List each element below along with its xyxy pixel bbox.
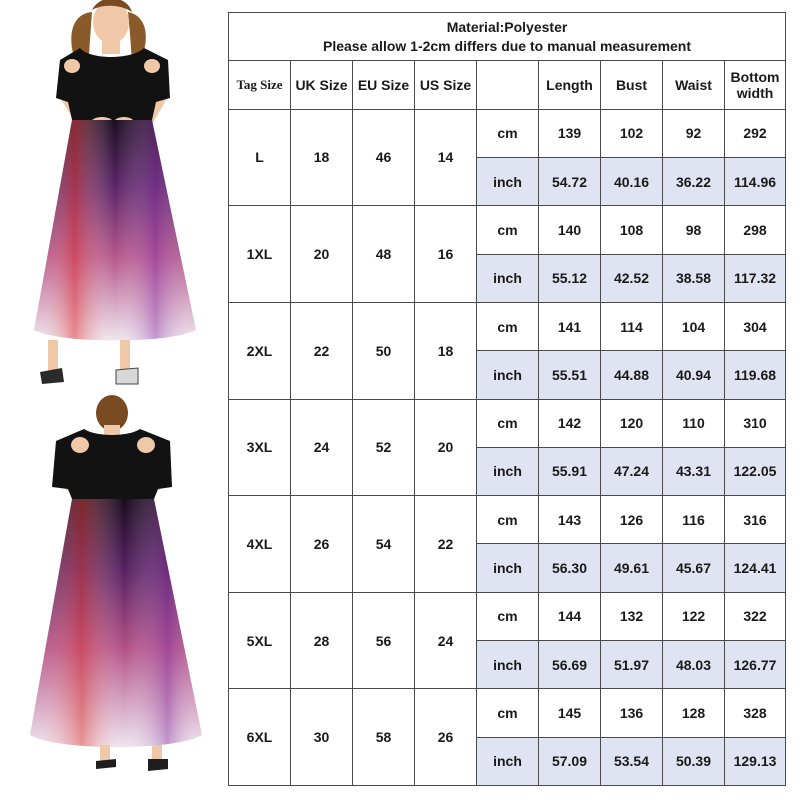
- length-cell: 55.12: [539, 254, 601, 302]
- waist-cell: 122: [663, 592, 725, 640]
- eu-size-cell: 48: [353, 206, 415, 303]
- bottom-width-label-1: Bottom: [730, 68, 780, 85]
- us-size-cell: 16: [415, 206, 477, 303]
- waist-cell: 50.39: [663, 737, 725, 785]
- table-row-cm: [229, 109, 786, 157]
- uk-size-cell: 30: [291, 689, 353, 786]
- col-header-bottom-width: [725, 61, 786, 109]
- bust-cell: 102: [601, 109, 663, 157]
- tag-size-cell: 6XL: [229, 689, 291, 786]
- us-size-cell: 24: [415, 592, 477, 689]
- waist-cell: 48.03: [663, 641, 725, 689]
- us-size-cell: 20: [415, 399, 477, 496]
- bottom-width-cell: 126.77: [725, 641, 786, 689]
- bottom-width-cell: 322: [725, 592, 786, 640]
- length-cell: 144: [539, 592, 601, 640]
- unit-cell: cm: [477, 302, 539, 350]
- unit-cell: inch: [477, 544, 539, 592]
- bottom-width-cell: 328: [725, 689, 786, 737]
- bottom-width-cell: 119.68: [725, 351, 786, 399]
- bust-cell: 132: [601, 592, 663, 640]
- bust-cell: 108: [601, 206, 663, 254]
- table-row-cm: [229, 206, 786, 254]
- length-cell: 142: [539, 399, 601, 447]
- tag-size-cell: 3XL: [229, 399, 291, 496]
- bottom-width-cell: 298: [725, 206, 786, 254]
- header-row: [229, 61, 786, 109]
- unit-cell: inch: [477, 254, 539, 302]
- waist-cell: 128: [663, 689, 725, 737]
- eu-size-cell: 56: [353, 592, 415, 689]
- bust-cell: 49.61: [601, 544, 663, 592]
- unit-cell: cm: [477, 109, 539, 157]
- unit-cell: inch: [477, 737, 539, 785]
- unit-cell: cm: [477, 206, 539, 254]
- bust-cell: 51.97: [601, 641, 663, 689]
- col-header-eu-size: EU Size: [353, 61, 415, 109]
- measurement-note: Please allow 1-2cm differs due to manual measurement: [323, 37, 692, 54]
- unit-cell: inch: [477, 351, 539, 399]
- eu-size-cell: 54: [353, 496, 415, 593]
- eu-size-cell: 58: [353, 689, 415, 786]
- unit-cell: cm: [477, 689, 539, 737]
- length-cell: 55.91: [539, 447, 601, 495]
- bottom-width-cell: 310: [725, 399, 786, 447]
- bust-cell: 120: [601, 399, 663, 447]
- table-row-cm: [229, 592, 786, 640]
- length-cell: 56.69: [539, 641, 601, 689]
- length-cell: 140: [539, 206, 601, 254]
- eu-size-cell: 52: [353, 399, 415, 496]
- length-cell: 143: [539, 496, 601, 544]
- size-rows: [229, 109, 786, 785]
- tag-size-cell: 1XL: [229, 206, 291, 303]
- bottom-width-cell: 117.32: [725, 254, 786, 302]
- bottom-width-cell: 129.13: [725, 737, 786, 785]
- tag-size-cell: L: [229, 109, 291, 206]
- bottom-width-cell: 114.96: [725, 157, 786, 205]
- unit-cell: inch: [477, 157, 539, 205]
- waist-cell: 98: [663, 206, 725, 254]
- length-cell: 56.30: [539, 544, 601, 592]
- chart-title: [229, 13, 786, 61]
- size-chart-table: [228, 12, 786, 786]
- bottom-width-cell: 292: [725, 109, 786, 157]
- eu-size-cell: 50: [353, 302, 415, 399]
- material-label: Material:Polyester: [446, 18, 568, 35]
- bottom-width-cell: 122.05: [725, 447, 786, 495]
- bust-cell: 40.16: [601, 157, 663, 205]
- waist-cell: 92: [663, 109, 725, 157]
- table-row-cm: [229, 689, 786, 737]
- unit-cell: cm: [477, 496, 539, 544]
- bust-cell: 47.24: [601, 447, 663, 495]
- waist-cell: 45.67: [663, 544, 725, 592]
- col-header-waist: Waist: [663, 61, 725, 109]
- dress-front-photo: [0, 0, 226, 395]
- col-header-uk-size: UK Size: [291, 61, 353, 109]
- table-row-cm: [229, 399, 786, 447]
- us-size-cell: 18: [415, 302, 477, 399]
- uk-size-cell: 18: [291, 109, 353, 206]
- col-header-bust: Bust: [601, 61, 663, 109]
- unit-cell: inch: [477, 447, 539, 495]
- length-cell: 145: [539, 689, 601, 737]
- waist-cell: 110: [663, 399, 725, 447]
- bottom-width-cell: 316: [725, 496, 786, 544]
- eu-size-cell: 46: [353, 109, 415, 206]
- bottom-width-cell: 304: [725, 302, 786, 350]
- length-cell: 57.09: [539, 737, 601, 785]
- length-cell: 141: [539, 302, 601, 350]
- uk-size-cell: 28: [291, 592, 353, 689]
- tag-size-cell: 4XL: [229, 496, 291, 593]
- uk-size-cell: 20: [291, 206, 353, 303]
- col-header-length: Length: [539, 61, 601, 109]
- waist-cell: 38.58: [663, 254, 725, 302]
- table-row-cm: [229, 302, 786, 350]
- waist-cell: 36.22: [663, 157, 725, 205]
- bust-cell: 114: [601, 302, 663, 350]
- table-row-cm: [229, 496, 786, 544]
- length-cell: 55.51: [539, 351, 601, 399]
- col-header-tag-size: Tag Size: [229, 61, 291, 109]
- tag-size-cell: 2XL: [229, 302, 291, 399]
- waist-cell: 40.94: [663, 351, 725, 399]
- uk-size-cell: 22: [291, 302, 353, 399]
- us-size-cell: 14: [415, 109, 477, 206]
- waist-cell: 116: [663, 496, 725, 544]
- unit-cell: cm: [477, 592, 539, 640]
- unit-cell: cm: [477, 399, 539, 447]
- length-cell: 54.72: [539, 157, 601, 205]
- bust-cell: 44.88: [601, 351, 663, 399]
- col-header-unit: [477, 61, 539, 109]
- bottom-width-label-2: width: [736, 84, 774, 101]
- bust-cell: 53.54: [601, 737, 663, 785]
- dress-back-photo: [0, 395, 226, 800]
- unit-cell: inch: [477, 641, 539, 689]
- length-cell: 139: [539, 109, 601, 157]
- uk-size-cell: 26: [291, 496, 353, 593]
- bust-cell: 126: [601, 496, 663, 544]
- bottom-width-cell: 124.41: [725, 544, 786, 592]
- title-row: [229, 13, 786, 61]
- waist-cell: 43.31: [663, 447, 725, 495]
- us-size-cell: 22: [415, 496, 477, 593]
- waist-cell: 104: [663, 302, 725, 350]
- bust-cell: 136: [601, 689, 663, 737]
- col-header-us-size: US Size: [415, 61, 477, 109]
- tag-size-cell: 5XL: [229, 592, 291, 689]
- uk-size-cell: 24: [291, 399, 353, 496]
- us-size-cell: 26: [415, 689, 477, 786]
- bust-cell: 42.52: [601, 254, 663, 302]
